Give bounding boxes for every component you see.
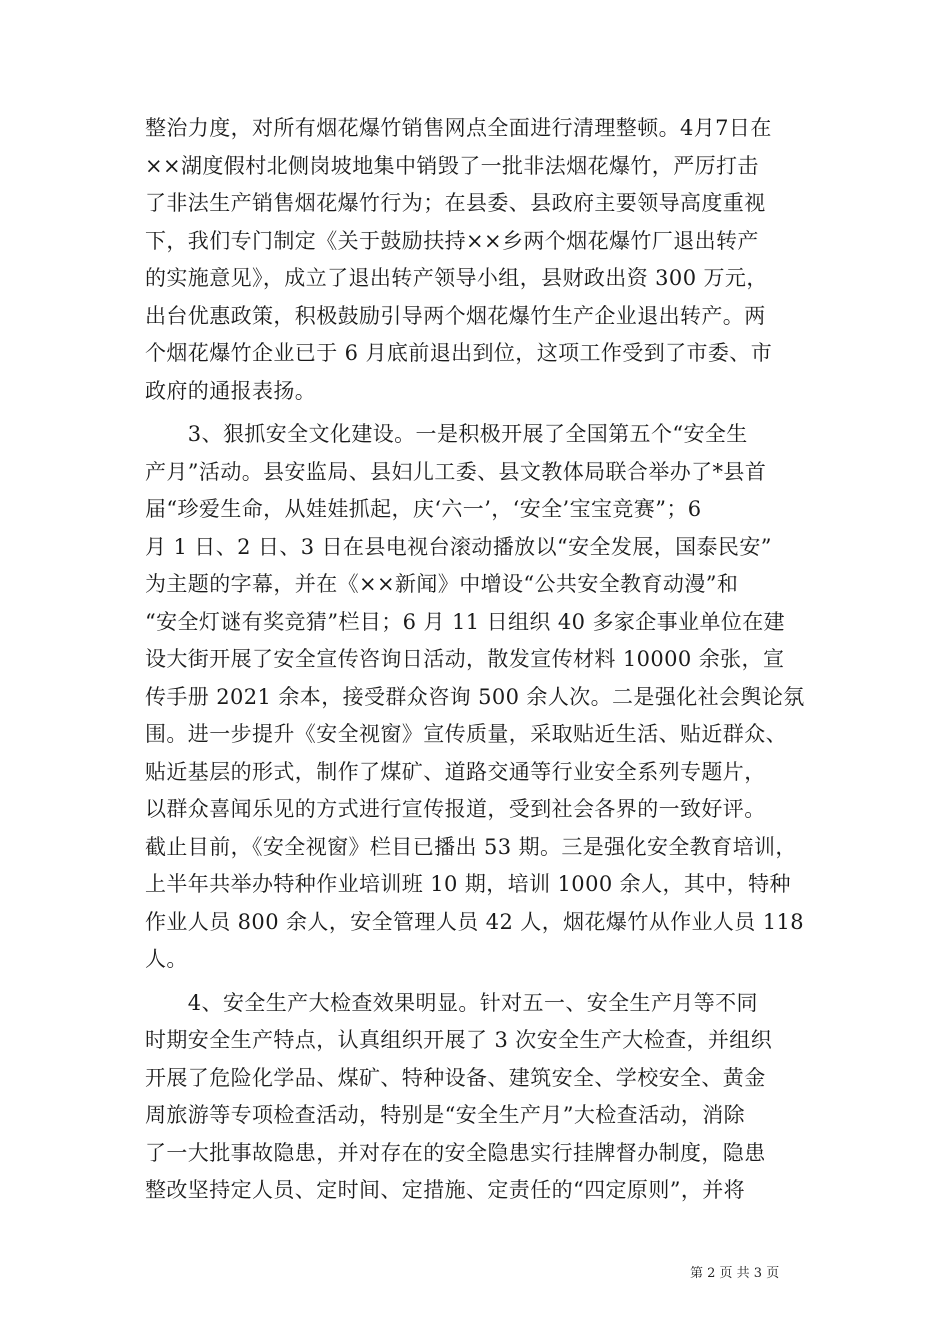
text-line: 产月”活动。县安监局、县妇儿工委、县文教体局联合举办了*县首 [145,459,767,484]
text-line: 开展了危险化学品、煤矿、特种设备、建筑安全、学校安全、黄金 [145,1065,766,1090]
text-line: 以群众喜闻乐见的方式进行宣传报道，受到社会各界的一致好评。 [145,797,766,821]
text-line: 设大街开展了安全宣传咨询日活动，散发宣传材料 10000 余张，宣 [145,647,785,671]
text-line: 月 1 日、2 日、3 日在县电视台滚动播放以“安全发展，国泰民安” [145,534,772,559]
text-line: 贴近基层的形式，制作了煤矿、道路交通等行业安全系列专题片， [145,759,766,784]
page-footer: 第 2 页 共 3 页 [690,1266,780,1281]
text-line: 届“珍爱生命，从娃娃抓起，庆‘六一’，‘安全’宝宝竞赛”；6 [145,497,702,521]
text-line: ××湖度假村北侧岗坡地集中销毁了一批非法烟花爆竹，严厉打击 [145,153,759,178]
text-line: 人。 [145,947,188,971]
text-line: 传手册 2021 余本，接受群众咨询 500 余人次。二是强化社会舆论氛 [145,684,805,709]
text-line: 了一大批事故隐患，并对存在的安全隐患实行挂牌督办制度，隐患 [145,1140,766,1165]
paragraph [145,110,825,410]
text-line: 下，我们专门制定《关于鼓励扶持××乡两个烟花爆竹厂退出转产 [145,228,759,253]
paragraph [145,985,825,1210]
text-line: 了非法生产销售烟花爆竹行为；在县委、县政府主要领导高度重视 [145,191,766,215]
text-line: 出台优惠政策，积极鼓励引导两个烟花爆竹生产企业退出转产。两 [145,303,766,328]
text-line: 整治力度，对所有烟花爆竹销售网点全面进行清理整顿。4月7日在 [145,116,772,140]
text-line: 整改坚持定人员、定时间、定措施、定责任的“四定原则”，并将 [145,1178,746,1202]
text-line: 4、安全生产大检查效果明显。针对五一、安全生产月等不同 [145,990,758,1015]
text-line: 时期安全生产特点，认真组织开展了 3 次安全生产大检查，并组织 [145,1028,773,1052]
text-line: 个烟花爆竹企业已于 6 月底前退出到位，这项工作受到了市委、市 [145,341,773,365]
paragraph [145,416,825,979]
text-line: 周旅游等专项检查活动，特别是“安全生产月”大检查活动，消除 [145,1103,746,1127]
text-line: 截止目前，《安全视窗》栏目已播出 53 期。三是强化安全教育培训， [145,834,797,859]
text-line: 为主题的字幕，并在《××新闻》中增设“公共安全教育动漫”和 [145,572,739,596]
text-line: “安全灯谜有奖竞猜”栏目；6 月 11 日组织 40 多家企事业单位在建 [145,609,786,634]
text-line: 围。进一步提升《安全视窗》宣传质量，采取贴近生活、贴近群众、 [145,722,787,746]
text-line: 的实施意见》，成立了退出转产领导小组，县财政出资 300 万元， [145,266,768,290]
text-line: 作业人员 800 余人，安全管理人员 42 人，烟花爆竹从作业人员 118 [145,909,805,934]
text-line: 3、狠抓安全文化建设。一是积极开展了全国第五个“安全生 [145,422,748,446]
text-line: 上半年共举办特种作业培训班 10 期，培训 1000 余人，其中，特种 [145,872,791,896]
document-body [145,110,825,1210]
text-line: 政府的通报表扬。 [145,378,317,403]
